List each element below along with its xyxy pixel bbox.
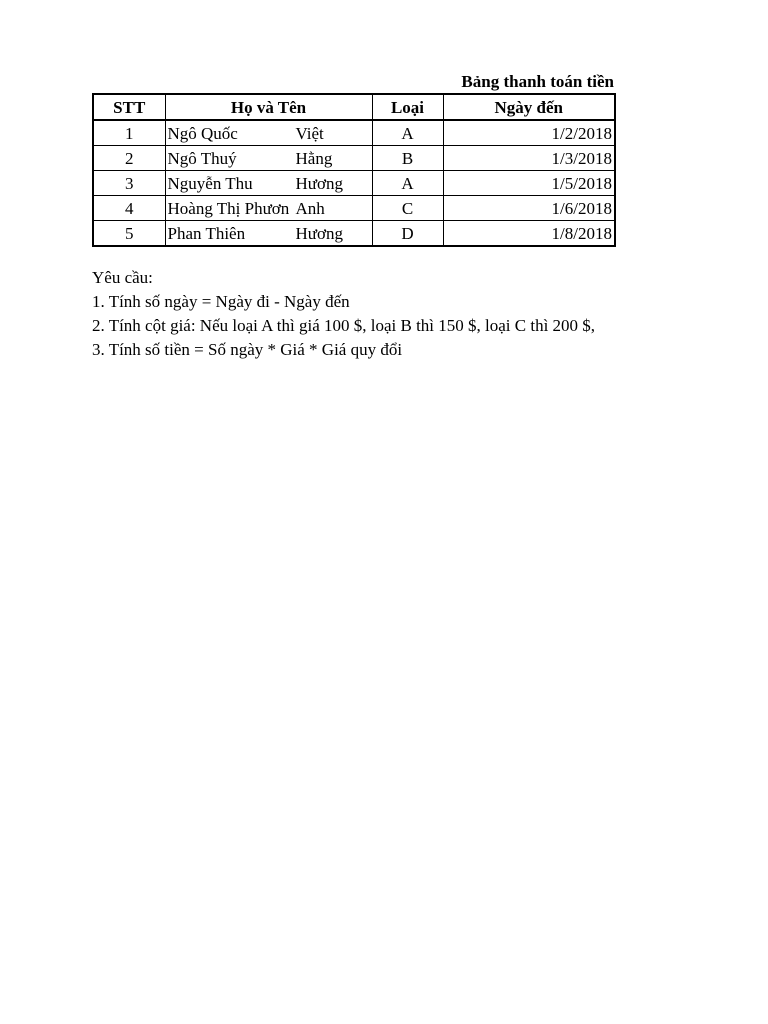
cell-name[interactable] xyxy=(165,196,372,221)
cell-name[interactable] xyxy=(165,120,372,146)
cell-name[interactable] xyxy=(165,221,372,247)
requirement-item[interactable]: 1. Tính số ngày = Ngày đi - Ngày đến xyxy=(92,292,350,311)
requirement-item[interactable]: 2. Tính cột giá: Nếu loại A thì giá 100 $, loại B thì 150 $, loại C thì 200 $, xyxy=(92,316,596,335)
cell-type[interactable]: A xyxy=(372,120,443,146)
cell-arrival[interactable]: 1/6/2018 xyxy=(443,196,615,221)
cell-stt[interactable]: 3 xyxy=(93,171,165,196)
cell-stt[interactable]: 2 xyxy=(93,146,165,171)
last-name: Hương xyxy=(295,223,343,243)
header-row xyxy=(93,94,615,120)
table-row xyxy=(93,171,615,196)
payment-table xyxy=(92,93,616,247)
cell-type[interactable]: B xyxy=(372,146,443,171)
table-row xyxy=(93,196,615,221)
header-name[interactable]: Họ và Tên xyxy=(165,94,372,120)
first-name: Ngô Thuý xyxy=(167,148,237,168)
last-name: Hương xyxy=(295,173,343,193)
header-arrival[interactable]: Ngày đến xyxy=(443,94,615,120)
requirements-heading[interactable]: Yêu cầu: xyxy=(92,268,153,287)
table-row xyxy=(93,221,615,247)
table-row xyxy=(93,120,615,146)
cell-name[interactable] xyxy=(165,171,372,196)
header-type[interactable]: Loại xyxy=(372,94,443,120)
cell-arrival[interactable]: 1/2/2018 xyxy=(443,120,615,146)
table-row xyxy=(93,146,615,171)
cell-type[interactable]: A xyxy=(372,171,443,196)
first-name: Nguyễn Thu xyxy=(167,173,253,193)
header-stt[interactable]: STT xyxy=(93,94,165,120)
first-name: Ngô Quốc xyxy=(167,123,238,143)
cell-arrival[interactable]: 1/5/2018 xyxy=(443,171,615,196)
last-name: Anh xyxy=(295,198,325,218)
requirements-block xyxy=(92,266,762,362)
first-name: Hoàng Thị Phươn xyxy=(167,198,290,218)
cell-type[interactable]: C xyxy=(372,196,443,221)
cell-arrival[interactable]: 1/8/2018 xyxy=(443,221,615,247)
sheet-title: Bảng thanh toán tiền xyxy=(461,72,614,91)
cell-name[interactable] xyxy=(165,146,372,171)
last-name: Hằng xyxy=(295,148,333,168)
cell-stt[interactable]: 5 xyxy=(93,221,165,247)
cell-type[interactable]: D xyxy=(372,221,443,247)
cell-stt[interactable]: 4 xyxy=(93,196,165,221)
cell-arrival[interactable]: 1/3/2018 xyxy=(443,146,615,171)
requirement-item[interactable]: 3. Tính số tiền = Số ngày * Giá * Giá quy đổi xyxy=(92,340,403,359)
first-name: Phan Thiên xyxy=(167,223,246,243)
last-name: Việt xyxy=(295,123,324,143)
cell-stt[interactable]: 1 xyxy=(93,120,165,146)
